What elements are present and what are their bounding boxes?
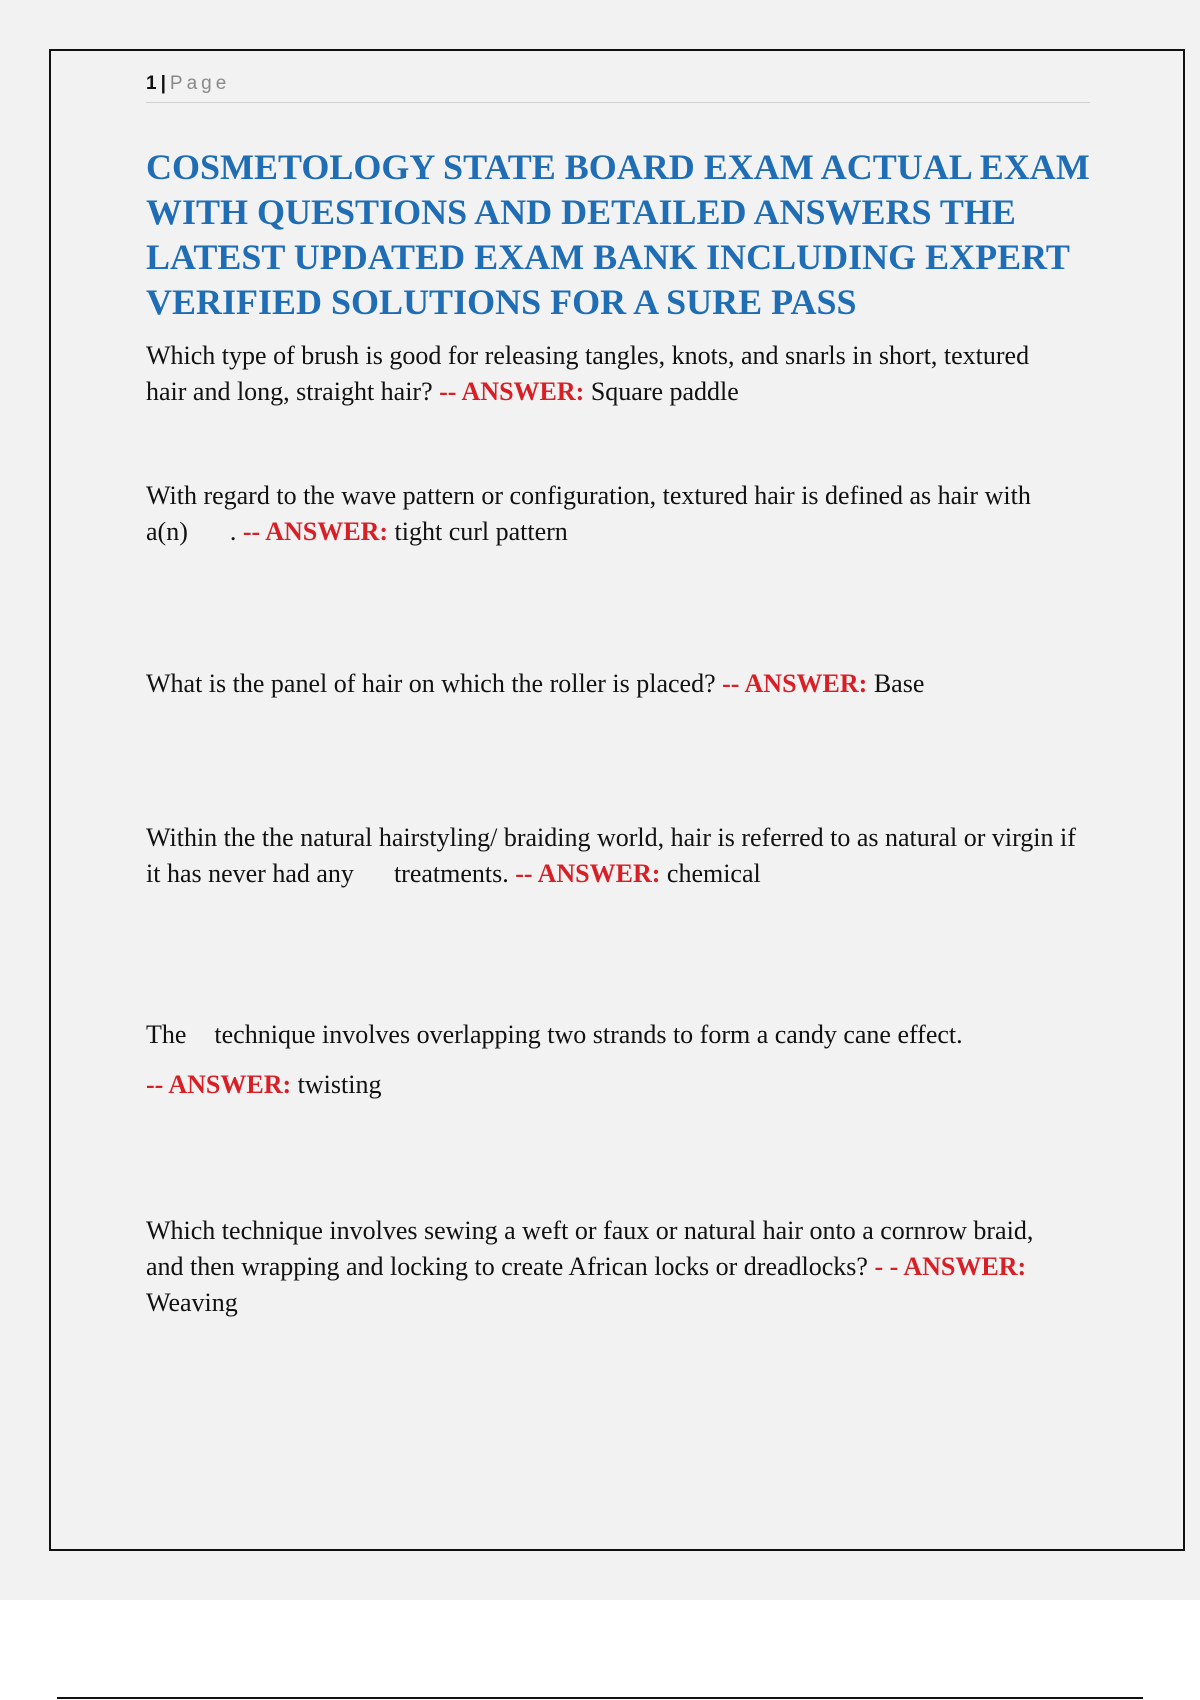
answer-marker: -- ANSWER: (439, 377, 585, 406)
question-text-end: treatments. (393, 859, 516, 888)
answer-marker: - - ANSWER: (874, 1252, 1027, 1281)
question-text: Within the the natural hairstyling/ braiding world, hair is referred to as natural or virgin if it has never had any (146, 823, 1076, 888)
page-word: Page (169, 73, 231, 94)
qa-item-4 (146, 820, 1076, 892)
question-text: Which technique involves sewing a weft or faux or natural hair onto a cornrow braid, and then wrapping and locking to create African locks or dreadlocks? (146, 1216, 1034, 1281)
answer-marker: -- ANSWER: (146, 1070, 292, 1099)
answer-text: tight curl pattern (388, 517, 568, 546)
answer-marker: -- ANSWER: (515, 859, 661, 888)
qa-item-3 (146, 666, 1076, 702)
answer-marker: -- ANSWER: (242, 517, 389, 546)
question-text: The (146, 1020, 187, 1049)
qa-item-6 (146, 1213, 1076, 1321)
footer-rule (57, 1697, 1143, 1699)
question-text: With regard to the wave pattern or configuration, textured hair is defined as hair with a(n) (146, 481, 1031, 546)
qa-item-5 (146, 1010, 1076, 1110)
question-text-end: . (229, 517, 243, 546)
document-title: COSMETOLOGY STATE BOARD EXAM ACTUAL EXAM WITH QUESTIONS AND DETAILED ANSWERS THE LATEST UPDATED EXAM BANK INCLUDING EXPERT VERIFIED SOLUTIONS FOR A SURE PASS (146, 147, 1090, 322)
header-separator: | (160, 73, 166, 94)
qa-item-2 (146, 478, 1076, 550)
answer-marker: -- ANSWER: (722, 669, 868, 698)
question-text: Which type of brush is good for releasing tangles, knots, and snarls in short, textured hair and long, straight hair? (146, 341, 1030, 406)
answer-text: Base (867, 669, 925, 698)
answer-text: twisting (291, 1070, 382, 1099)
question-text: What is the panel of hair on which the roller is placed? (146, 669, 723, 698)
answer-text: Weaving (146, 1288, 238, 1317)
qa-item-1 (146, 338, 1076, 410)
page-number: 1 (146, 73, 157, 94)
page-header (146, 72, 1090, 103)
answer-text: Square paddle (584, 377, 739, 406)
question-text-end: technique involves overlapping two strands to form a candy cane effect. (214, 1020, 963, 1049)
answer-text: chemical (660, 859, 761, 888)
